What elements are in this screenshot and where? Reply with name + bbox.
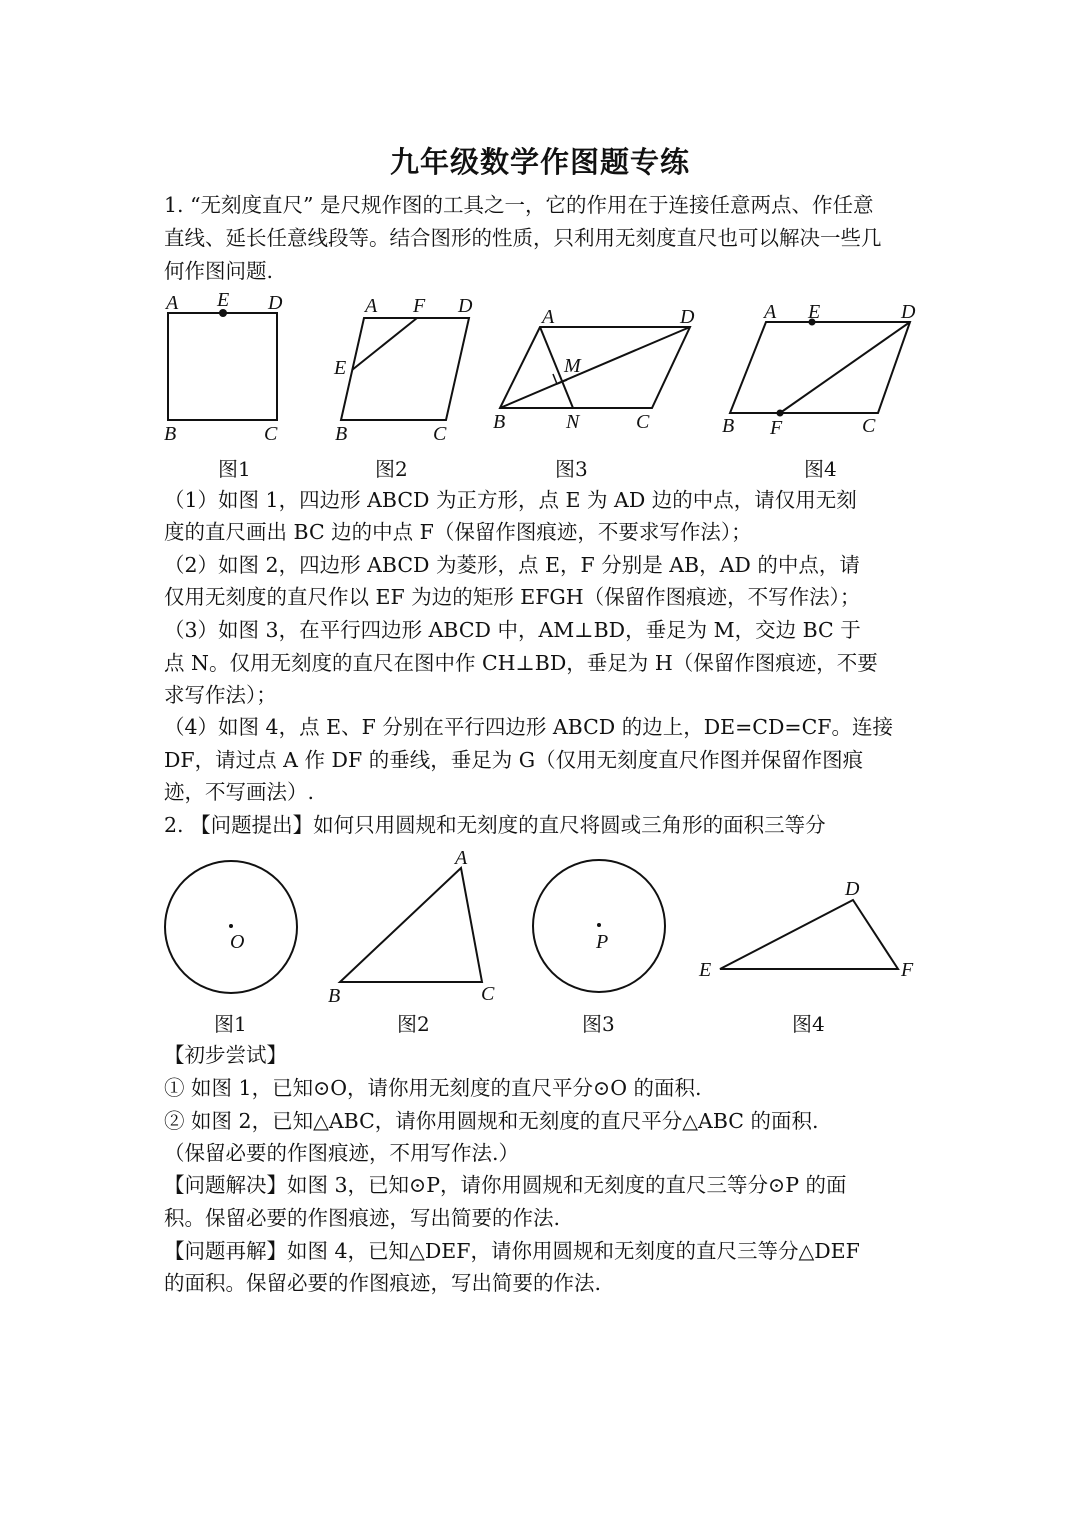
q2-fig2-label-a: A (455, 847, 468, 869)
fig1-label-b: B (164, 423, 177, 445)
q1-part-line-2: 度的直尺画出 BC 边的中点 F（保留作图痕迹，不要求写作法）； (164, 520, 752, 544)
fig2-label-f: F (413, 295, 426, 317)
q2-line-4: （保留必要的作图痕迹，不用写作法.） (164, 1141, 520, 1165)
q1-caption-fig2: 图2 (375, 457, 408, 481)
fig4-label-c: C (862, 415, 876, 437)
q1-part-line-8: （4）如图 4，点 E、F 分别在平行四边形 ABCD 的边上，DE=CD=CF。连接 (164, 715, 894, 739)
q1-part-line-9: DF，请过点 A 作 DF 的垂线，垂足为 G（仅用无刻度直尺作图并保留作图痕 (164, 748, 864, 772)
fig4-label-f: F (770, 417, 783, 439)
q2-line-7: 【问题再解】如图 4，已知△DEF，请你用圆规和无刻度的直尺三等分△DEF (164, 1239, 860, 1263)
q2-fig2-label-b: B (328, 985, 341, 1007)
fig3-label-n: N (566, 411, 580, 433)
fig4-parallelogram (730, 322, 910, 413)
fig3-label-m: M (564, 355, 581, 377)
q2-line-3: ② 如图 2，已知△ABC，请你用圆规和无刻度的直尺平分△ABC 的面积. (164, 1109, 819, 1133)
fig1-square (168, 313, 277, 420)
fig2-label-a: A (365, 295, 378, 317)
q2-fig1-center-dot (229, 924, 233, 928)
q1-caption-fig3: 图3 (555, 457, 588, 481)
q2-line-8: 的面积。保留必要的作图痕迹，写出简要的作法. (164, 1271, 602, 1295)
fig2-rhombus (341, 318, 469, 420)
fig3-label-d: D (680, 306, 695, 328)
fig2-label-b: B (335, 423, 348, 445)
fig3-diagonal-bd (500, 327, 690, 408)
fig3-label-a: A (542, 306, 555, 328)
q2-fig2-label-c: C (481, 983, 495, 1005)
q2-fig3-center-dot (597, 923, 601, 927)
q1-part-line-6: 点 N。仅用无刻度的直尺在图中作 CH⊥BD，垂足为 H（保留作图痕迹，不要 (164, 651, 878, 675)
fig1-label-c: C (264, 423, 278, 445)
page-title: 九年级数学作图题专练 (389, 145, 690, 179)
fig1-label-e: E (217, 289, 230, 311)
q2-line-1: 【初步尝试】 (164, 1043, 287, 1067)
fig3-label-b: B (493, 411, 506, 433)
fig1-label-a: A (166, 292, 179, 314)
fig4-label-d: D (901, 301, 916, 323)
q1-part-line-1: （1）如图 1，四边形 ABCD 为正方形，点 E 为 AD 边的中点，请仅用无刻 (164, 488, 857, 512)
q2-caption-fig2: 图2 (397, 1012, 430, 1036)
q1-line-2: 直线、延长任意线段等。结合图形的性质，只利用无刻度直尺也可以解决一些几 (164, 226, 882, 250)
q1-part-line-5: （3）如图 3，在平行四边形 ABCD 中，AM⊥BD，垂足为 M，交边 BC 于 (164, 618, 861, 642)
fig4-segment-df (780, 322, 910, 413)
fig2-label-e: E (334, 357, 347, 379)
q2-fig4-label-f: F (901, 959, 914, 981)
q2-fig4-label-e: E (699, 959, 712, 981)
q1-caption-fig4: 图4 (804, 457, 837, 481)
q2-fig2-triangle (340, 868, 482, 982)
q1-line-1: 1. “无刻度直尺” 是尺规作图的工具之一，它的作用在于连接任意两点、作任意 (164, 193, 874, 217)
q1-part-line-4: 仅用无刻度的直尺作以 EF 为边的矩形 EFGH（保留作图痕迹，不写作法）； (164, 585, 861, 609)
q1-part-line-3: （2）如图 2，四边形 ABCD 为菱形，点 E，F 分别是 AB，AD 的中点，请 (164, 553, 860, 577)
q1-part-line-7: 求写作法）； (164, 683, 277, 707)
fig4-label-b: B (722, 415, 735, 437)
q1-line-3: 何作图问题. (164, 259, 274, 283)
q2-fig4-triangle (720, 900, 898, 969)
q1-caption-fig1: 图1 (218, 457, 251, 481)
q2-fig4-label-d: D (845, 878, 860, 900)
fig2-label-d: D (458, 295, 473, 317)
fig2-label-c: C (433, 423, 447, 445)
q2-caption-fig1: 图1 (214, 1012, 247, 1036)
q1-part-line-10: 迹，不写画法）. (164, 780, 315, 804)
q2-line-6: 积。保留必要的作图痕迹，写出简要的作法. (164, 1206, 561, 1230)
q2-fig3-label-p: P (596, 931, 609, 953)
fig3-label-c: C (636, 411, 650, 433)
q2-line-2: ① 如图 1，已知⊙O，请你用无刻度的直尺平分⊙O 的面积. (164, 1076, 702, 1100)
fig4-label-e: E (808, 301, 821, 323)
q2-caption-fig4: 图4 (792, 1012, 825, 1036)
q2-caption-fig3: 图3 (582, 1012, 615, 1036)
q2-fig1-label-o: O (230, 931, 245, 953)
fig1-label-d: D (268, 292, 283, 314)
fig4-label-a: A (764, 301, 777, 323)
fig4-point-f (777, 410, 784, 417)
q2-intro: 2. 【问题提出】如何只用圆规和无刻度的直尺将圆或三角形的面积三等分 (164, 813, 826, 837)
q2-line-5: 【问题解决】如图 3，已知⊙P，请你用圆规和无刻度的直尺三等分⊙P 的面 (164, 1173, 847, 1197)
